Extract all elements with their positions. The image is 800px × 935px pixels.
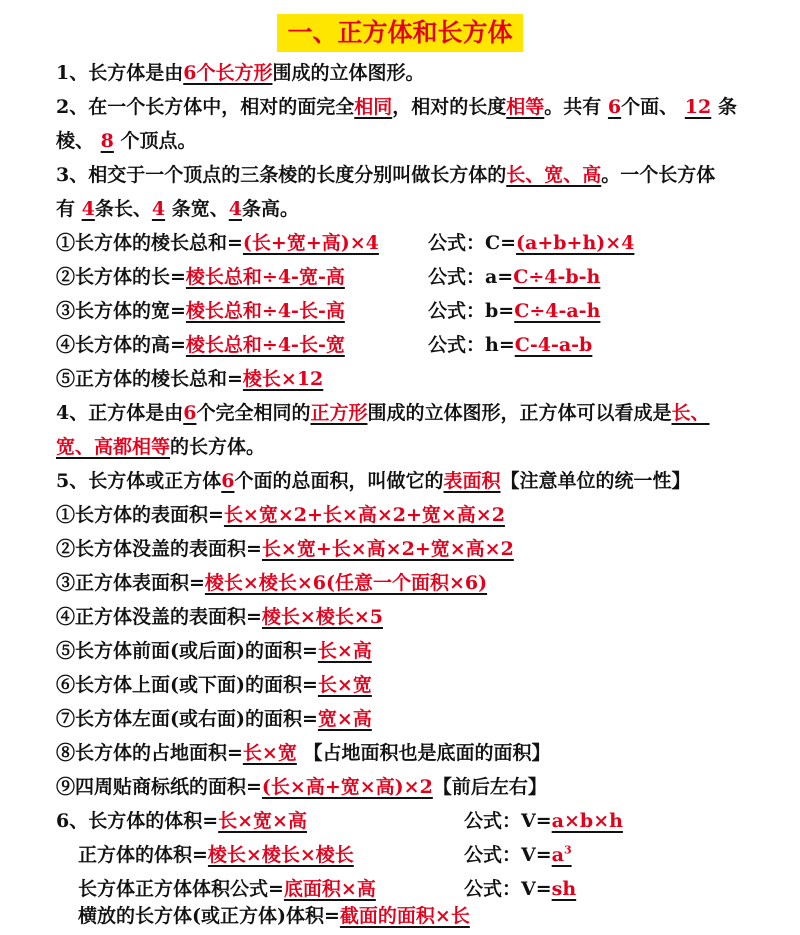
answer: 长×宽×高: [218, 810, 307, 832]
answer: 长×宽: [317, 674, 372, 696]
answer: 6个长方形: [183, 62, 273, 84]
text: ①长方体的表面积=: [56, 504, 224, 526]
area-row-2: [56, 532, 786, 566]
volume-row-2-right: [464, 838, 572, 872]
text: 围成的立体图形，正方体可以看成是: [367, 402, 672, 424]
area-row-8: [56, 736, 786, 770]
text: ④长方体的高=: [56, 334, 186, 356]
text: ⑧长方体的占地面积=: [56, 742, 243, 764]
text: 正方体的体积=: [78, 844, 208, 866]
text: ②长方体没盖的表面积=: [56, 538, 262, 560]
answer: 长×宽+长×高×2+宽×高×2: [261, 538, 514, 560]
section-title: 一、正方体和长方体: [277, 14, 522, 52]
volume-row-2: [78, 838, 354, 872]
note: 【占地面积也是底面的面积】: [303, 742, 551, 764]
text: 有: [56, 198, 76, 220]
formula-row-1-right: [428, 226, 634, 260]
text: ①长方体的棱长总和=: [56, 232, 243, 254]
formula-row-4: [56, 328, 786, 362]
line-1: [56, 56, 786, 90]
text: 长方体正方体体积公式=: [78, 878, 284, 900]
formula-row-2: [56, 260, 786, 294]
volume-row-1: [56, 804, 786, 838]
answer: 长×宽: [242, 742, 297, 764]
text: 公式：V=: [464, 878, 552, 900]
text: 5、长方体或正方体: [56, 470, 222, 492]
formula-row-1: [56, 226, 786, 260]
answer: (长×高+宽×高)×2: [261, 776, 433, 798]
answer: 长×高: [317, 640, 372, 662]
answer: (长+宽+高)×4: [242, 232, 379, 254]
answer: (a+b+h)×4: [516, 232, 635, 254]
answer: 正方形: [310, 402, 368, 424]
text: 棱、: [56, 130, 95, 152]
title-wrap: [0, 14, 800, 52]
answer: 长、宽、高: [506, 164, 602, 186]
text: ，相对的长度: [392, 96, 507, 118]
answer: 长、: [671, 402, 710, 424]
answer: 棱长×棱长×棱长: [207, 844, 354, 866]
text: ⑦长方体左面(或右面)的面积=: [56, 708, 318, 730]
text: 围成的立体图形。: [272, 62, 425, 84]
answer: 宽×高: [317, 708, 372, 730]
text: 4、正方体是由: [56, 402, 184, 424]
volume-row-3-right: [464, 872, 576, 906]
answer: 相同: [354, 96, 393, 118]
answer: 相等: [506, 96, 545, 118]
text: 公式：V=: [464, 844, 552, 866]
answer: 宽、高都相等: [56, 436, 171, 458]
text: 横放的长方体(或正方体)体积=: [78, 905, 340, 927]
answer: 4: [81, 198, 95, 220]
text: ③长方体的宽=: [56, 300, 186, 322]
volume-row-4: [78, 899, 470, 933]
answer: 棱长总和÷4-长-宽: [185, 334, 345, 356]
area-row-5: [56, 634, 786, 668]
line-8: [56, 464, 786, 498]
answer: 截面的面积×长: [339, 905, 470, 927]
formula-row-3-right: [428, 294, 600, 328]
text: 条宽、: [171, 198, 229, 220]
text: 公式：h=: [428, 334, 515, 356]
note: 【前后左右】: [432, 776, 547, 798]
area-row-6: [56, 668, 786, 702]
text: 条高。: [242, 198, 300, 220]
text: 公式：V=: [464, 810, 552, 832]
answer: C-4-a-b: [514, 334, 593, 356]
answer: 8: [100, 130, 114, 152]
exponent: 3: [563, 843, 572, 857]
line-3: [56, 124, 786, 158]
answer: 棱长总和÷4-宽-高: [185, 266, 345, 288]
line-2: [56, 90, 786, 124]
text: 【注意单位的统一性】: [500, 470, 691, 492]
answer: C÷4-a-h: [514, 300, 601, 322]
answer: a×b×h: [551, 810, 623, 832]
answer: 表面积: [443, 470, 501, 492]
text: 1、长方体是由: [56, 62, 184, 84]
text: 6、长方体的体积=: [56, 810, 219, 832]
answer: 棱长总和÷4-长-高: [185, 300, 345, 322]
answer: 6: [221, 470, 235, 492]
text: ⑤长方体前面(或后面)的面积=: [56, 640, 318, 662]
answer: 棱长×12: [242, 368, 324, 390]
text: 公式：a=: [428, 266, 514, 288]
answer: 6: [607, 96, 622, 118]
text: 个顶点。: [120, 130, 197, 152]
formula-row-2-right: [428, 260, 600, 294]
text: 的长方体。: [170, 436, 266, 458]
area-row-1: [56, 498, 786, 532]
answer: 底面积×高: [283, 878, 376, 900]
line-6: [56, 396, 786, 430]
area-row-9: [56, 770, 786, 804]
text: 3、相交于一个顶点的三条棱的长度分别叫做长方体的: [56, 164, 507, 186]
text: 个面的总面积，叫做它的: [234, 470, 444, 492]
line-5: [56, 192, 786, 226]
text: ⑥长方体上面(或下面)的面积=: [56, 674, 318, 696]
answer: 4: [228, 198, 242, 220]
text: ⑨四周贴商标纸的面积=: [56, 776, 262, 798]
area-row-4: [56, 600, 786, 634]
text: 个完全相同的: [196, 402, 311, 424]
line-4: [56, 158, 786, 192]
answer: 6: [183, 402, 197, 424]
text: ④正方体没盖的表面积=: [56, 606, 262, 628]
area-row-7: [56, 702, 786, 736]
answer: 长×宽×2+长×高×2+宽×高×2: [223, 504, 505, 526]
text: 条: [717, 96, 737, 118]
formula-row-3: [56, 294, 786, 328]
formula-row-4-right: [428, 328, 592, 362]
answer: 4: [151, 198, 166, 220]
text: 公式：b=: [428, 300, 515, 322]
text: 2、在一个长方体中，相对的面完全: [56, 96, 355, 118]
formula-row-5: [56, 362, 786, 396]
line-7: [56, 430, 786, 464]
text: 个面、: [621, 96, 679, 118]
volume-row-1-right: [464, 804, 623, 838]
text: ②长方体的长=: [56, 266, 186, 288]
answer: [552, 844, 572, 866]
area-row-3: [56, 566, 786, 600]
answer: 棱长×棱长×5: [261, 606, 383, 628]
text: ③正方体表面积=: [56, 572, 205, 594]
answer: 棱长×棱长×6(任意一个面积×6): [204, 572, 488, 594]
answer: sh: [551, 878, 577, 900]
text: 条长、: [94, 198, 152, 220]
base: a: [551, 844, 564, 866]
text: 公式：C=: [428, 232, 517, 254]
answer: 12: [684, 96, 712, 118]
text: 。一个长方体: [601, 164, 716, 186]
answer: C÷4-b-h: [513, 266, 601, 288]
text: 。共有: [544, 96, 602, 118]
text: ⑤正方体的棱长总和=: [56, 368, 243, 390]
